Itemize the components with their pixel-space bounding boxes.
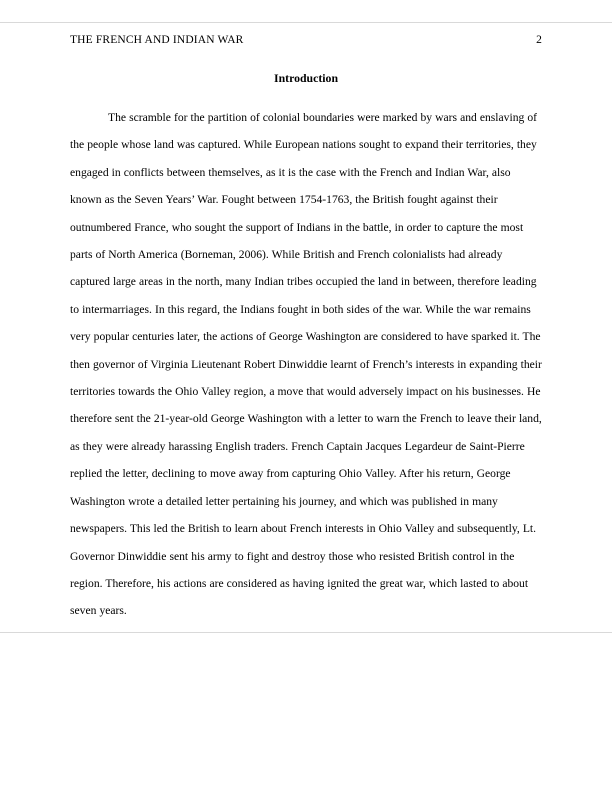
header-divider bbox=[0, 22, 612, 23]
body-text bbox=[70, 104, 542, 625]
running-head bbox=[70, 34, 542, 46]
footer-divider bbox=[0, 632, 612, 633]
page-number: 2 bbox=[536, 34, 542, 46]
paragraph-1: The scramble for the partition of colonial boundaries were marked by wars and enslaving of the people whose land was captured. While European nations sought to expand their territories, they engaged in conflicts between themselves, as it is the case with the French and Indian War, also known as the Seven Years’ War. Fought between 1754-1763, the British fought against their outnumbered France, who sought the support of Indians in the battle, in order to capture the most parts of North America (Borneman, 2006). While British and French colonialists had already captured large areas in the north, many Indian tribes occupied the land in between, therefore leading to intermarriages. In this regard, the Indians fought in both sides of the war. While the war remains very popular centuries later, the actions of George Washington are considered to have sparked it. The then governor of Virginia Lieutenant Robert Dinwiddie learnt of French’s interests in expanding their territories towards the Ohio Valley region, a move that would adversely impact on his businesses. He therefore sent the 21-year-old George Washington with a letter to warn the French to leave their land, as they were already harassing English traders. French Captain Jacques Legardeur de Saint-Pierre replied the letter, declining to move away from capturing Ohio Valley. After his return, George Washington wrote a detailed letter pertaining his journey, and which was published in many newspapers. This led the British to learn about French interests in Ohio Valley and subsequently, Lt. Governor Dinwiddie sent his army to fight and destroy those who resisted British control in the region. Therefore, his actions are considered as having ignited the great war, which lasted to about seven years. bbox=[70, 111, 542, 618]
section-heading: Introduction bbox=[273, 71, 339, 85]
running-head-title: THE FRENCH AND INDIAN WAR bbox=[70, 34, 244, 46]
